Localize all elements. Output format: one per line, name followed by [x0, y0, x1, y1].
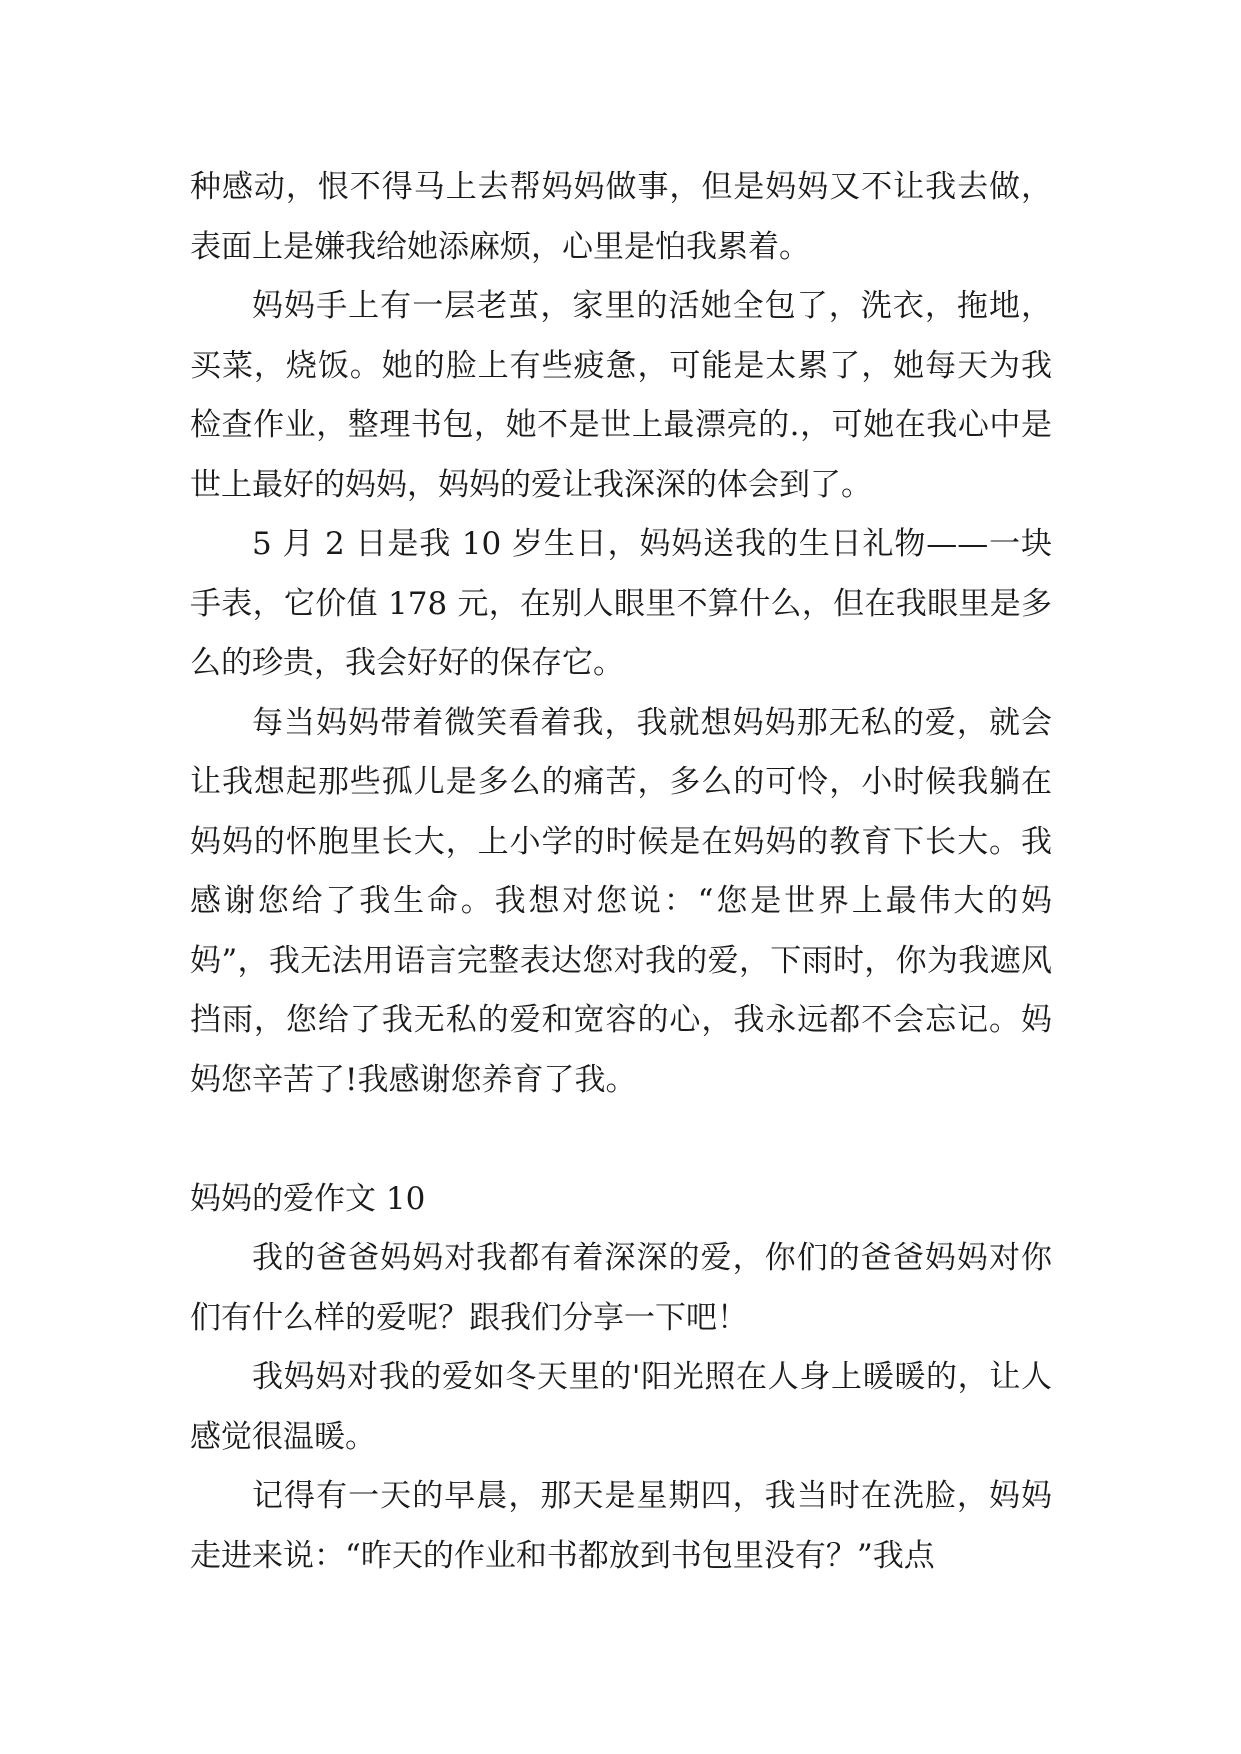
paragraph: 我妈妈对我的爱如冬天里的'阳光照在人身上暖暖的，让人感觉很温暖。	[190, 1359, 1052, 1455]
paragraph: 每当妈妈带着微笑看着我，我就想妈妈那无私的爱，就会让我想起那些孤儿是多么的痛苦，多么的可怜，小时候我躺在妈妈的怀胞里长大，上小学的时候是在妈妈的教育下长大。我感谢您给了我生命。我想对您说：“您是世界上最伟大的妈妈”，我无法用语言完整表达您对我的爱，下雨时，你为我遮风挡雨，您给了我无私的爱和宽容的心，我永远都不会忘记。妈妈您辛苦了!我感谢您养育了我。	[190, 704, 1052, 1098]
section-title: 妈妈的爱作文 10	[190, 1180, 426, 1217]
paragraph: 我的爸爸妈妈对我都有着深深的爱，你们的爸爸妈妈对你们有什么样的爱呢？跟我们分享一下吧！	[190, 1240, 1052, 1336]
document-body	[190, 158, 1052, 1586]
paragraph: 记得有一天的早晨，那天是星期四，我当时在洗脸，妈妈走进来说：“昨天的作业和书都放到书包里没有？”我点	[190, 1478, 1052, 1574]
paragraph: 妈妈手上有一层老茧，家里的活她全包了，洗衣，拖地，买菜，烧饭。她的脸上有些疲惫，可能是太累了，她每天为我检查作业，整理书包，她不是世上最漂亮的.，可她在我心中是世上最好的妈妈，妈妈的爱让我深深的体会到了。	[190, 288, 1052, 503]
paragraph: 5 月 2 日是我 10 岁生日，妈妈送我的生日礼物——一块手表，它价值 178 元，在别人眼里不算什么，但在我眼里是多么的珍贵，我会好好的保存它。	[190, 526, 1052, 681]
paragraph: 种感动，恨不得马上去帮妈妈做事，但是妈妈又不让我去做，表面上是嫌我给她添麻烦，心里是怕我累着。	[190, 169, 1052, 265]
